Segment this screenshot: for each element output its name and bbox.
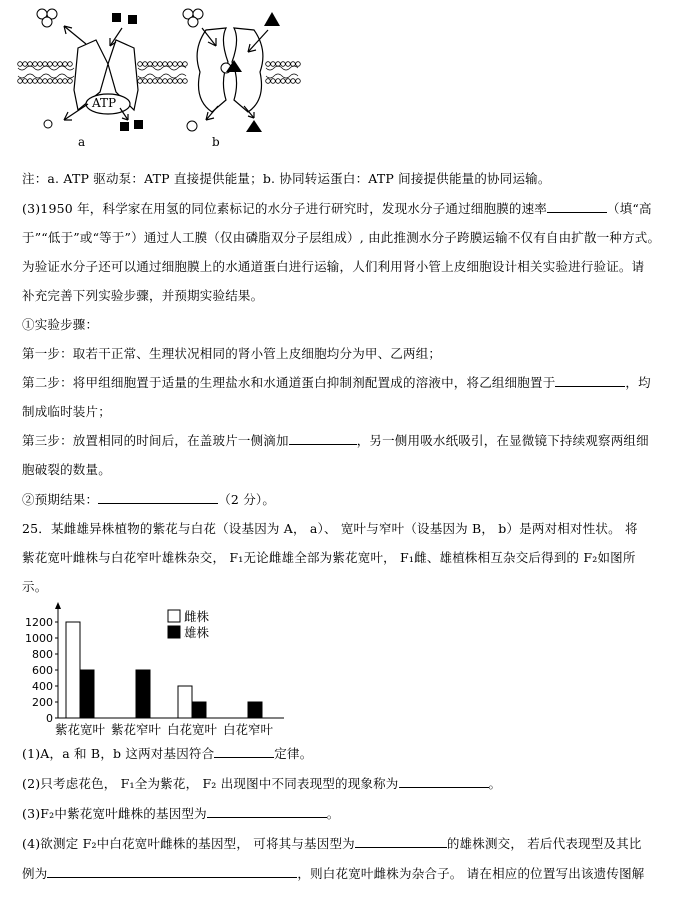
step-1: 第一步：取若干正常、生理状况相同的肾小管上皮细胞均分为甲、乙两组； [22,346,442,361]
step-3-cont: 胞破裂的数量。 [22,462,111,477]
sub-q1-blank[interactable] [214,745,274,758]
q3-line-1 [22,200,672,218]
figure-label-a: a [78,135,86,149]
q25-line-1: 25．某雌雄异株植物的紫花与白花（设基因为 A， a）、 宽叶与窄叶（设基因为 B， b）是两对相对性状。 将 [22,521,638,536]
sub-q4-tail-2: ，则白花宽叶雌株为杂合子。 请在相应的位置写出该遗传图解 [297,866,645,881]
y-tick-label: 1000 [25,632,53,645]
sub-q4-blank[interactable] [355,835,447,848]
step-2 [22,374,672,392]
x-tick-label: 白花窄叶 [222,722,274,737]
step-3-text: 第三步：放置相同的时间后，在盖玻片一侧滴加 [22,433,289,448]
membrane-transport-figure [16,0,306,158]
bar-female [178,686,192,718]
atp-label: ATP [92,96,117,110]
result-label: ②预期结果： [22,492,99,507]
sub-q4-tail: 的雄株测交， 若后代表现型及其比 [446,836,642,851]
figure-label-b: b [212,135,220,149]
q25-line-2: 紫花宽叶雌株与白花窄叶雄株杂交， F₁无论雌雄全部为紫花宽叶， F₁雌、雄植株相互杂交后得到的 F₂如图所 [22,550,636,565]
y-tick-label: 200 [32,696,53,709]
sub-q3 [22,805,672,823]
y-tick-label: 800 [32,648,53,661]
legend-swatch [168,610,180,622]
q3-text-1: (3)1950 年，科学家在用氢的同位素标记的水分子进行研究时，发现水分子通过细胞膜的速率 [22,201,547,216]
sub-q4-cont [22,865,672,883]
step-2-cont: 制成临时装片； [22,404,111,419]
sub-q1-tail: 定律。 [274,746,313,761]
q3-line-4: 补充完善下列实验步骤，并预期实验结果。 [22,288,264,303]
phenotype-bar-chart [22,600,292,740]
sub-q3-text: (3)F₂中紫花宽叶雌株的基因型为 [22,806,207,821]
y-tick-label: 0 [46,712,53,725]
step-3-blank[interactable] [289,432,357,445]
sub-q3-tail: 。 [326,806,340,821]
sub-q4-text-2: 例为 [22,866,48,881]
result-score: （2 分）。 [218,492,276,507]
bar-female [66,622,80,718]
legend-label: 雄株 [184,625,210,640]
sub-q4-text: (4)欲测定 F₂中白花宽叶雌株的基因型， 可将其与基因型为 [22,836,355,851]
q3-line-2: 于”“低于”或“等于”）通过人工膜（仅由磷脂双分子层组成）, 由此推测水分子跨膜运输不仅有自由扩散一种方式。 [22,230,661,245]
result-blank[interactable] [98,491,218,504]
legend-label: 雌株 [184,609,210,624]
steps-title: ①实验步骤： [22,317,99,332]
step-2-tail: ，均 [625,375,651,390]
q25-line-3: 示。 [22,579,48,594]
step-2-text: 第二步：将甲组细胞置于适量的生理盐水和水通道蛋白抑制剂配置成的溶液中，将乙组细胞置于 [22,375,556,390]
bar-male [192,702,206,718]
x-tick-label: 紫花宽叶 [54,722,106,737]
y-axis-arrow [55,602,61,609]
bar-male [80,670,94,718]
y-tick-label: 600 [32,664,53,677]
legend-swatch [168,626,180,638]
sub-q2 [22,775,672,793]
step-3-tail: ，另一侧用吸水纸吸引，在显微镜下持续观察两组细 [356,433,649,448]
sub-q2-text: (2)只考虑花色， F₁全为紫花， F₂ 出现图中不同表现型的现象称为 [22,776,399,791]
sub-q1 [22,745,672,763]
figure-note: 注：a. ATP 驱动泵：ATP 直接提供能量；b. 协同转运蛋白：ATP 间接提供能量的协同运输。 [22,171,551,186]
sub-q2-tail: 。 [488,776,502,791]
q3-text-1b: （填“高 [607,201,652,216]
x-tick-label: 白花宽叶 [166,722,218,737]
bar-male [136,670,150,718]
y-tick-label: 1200 [25,616,53,629]
x-tick-label: 紫花窄叶 [110,722,162,737]
expected-result [22,491,672,509]
sub-q2-blank[interactable] [399,775,489,788]
sub-q1-text: (1)A，a 和 B，b 这两对基因符合 [22,746,215,761]
step-2-blank[interactable] [555,374,625,387]
step-3 [22,432,672,450]
sub-q4 [22,835,672,853]
sub-q3-blank[interactable] [207,805,327,818]
q3-blank-rate[interactable] [547,200,607,213]
sub-q4-ratio-blank[interactable] [47,865,297,878]
bar-male [248,702,262,718]
y-tick-label: 400 [32,680,53,693]
q3-line-3: 为验证水分子还可以通过细胞膜上的水通道蛋白进行运输，人们利用肾小管上皮细胞设计相关实验进行验证。请 [22,259,645,274]
